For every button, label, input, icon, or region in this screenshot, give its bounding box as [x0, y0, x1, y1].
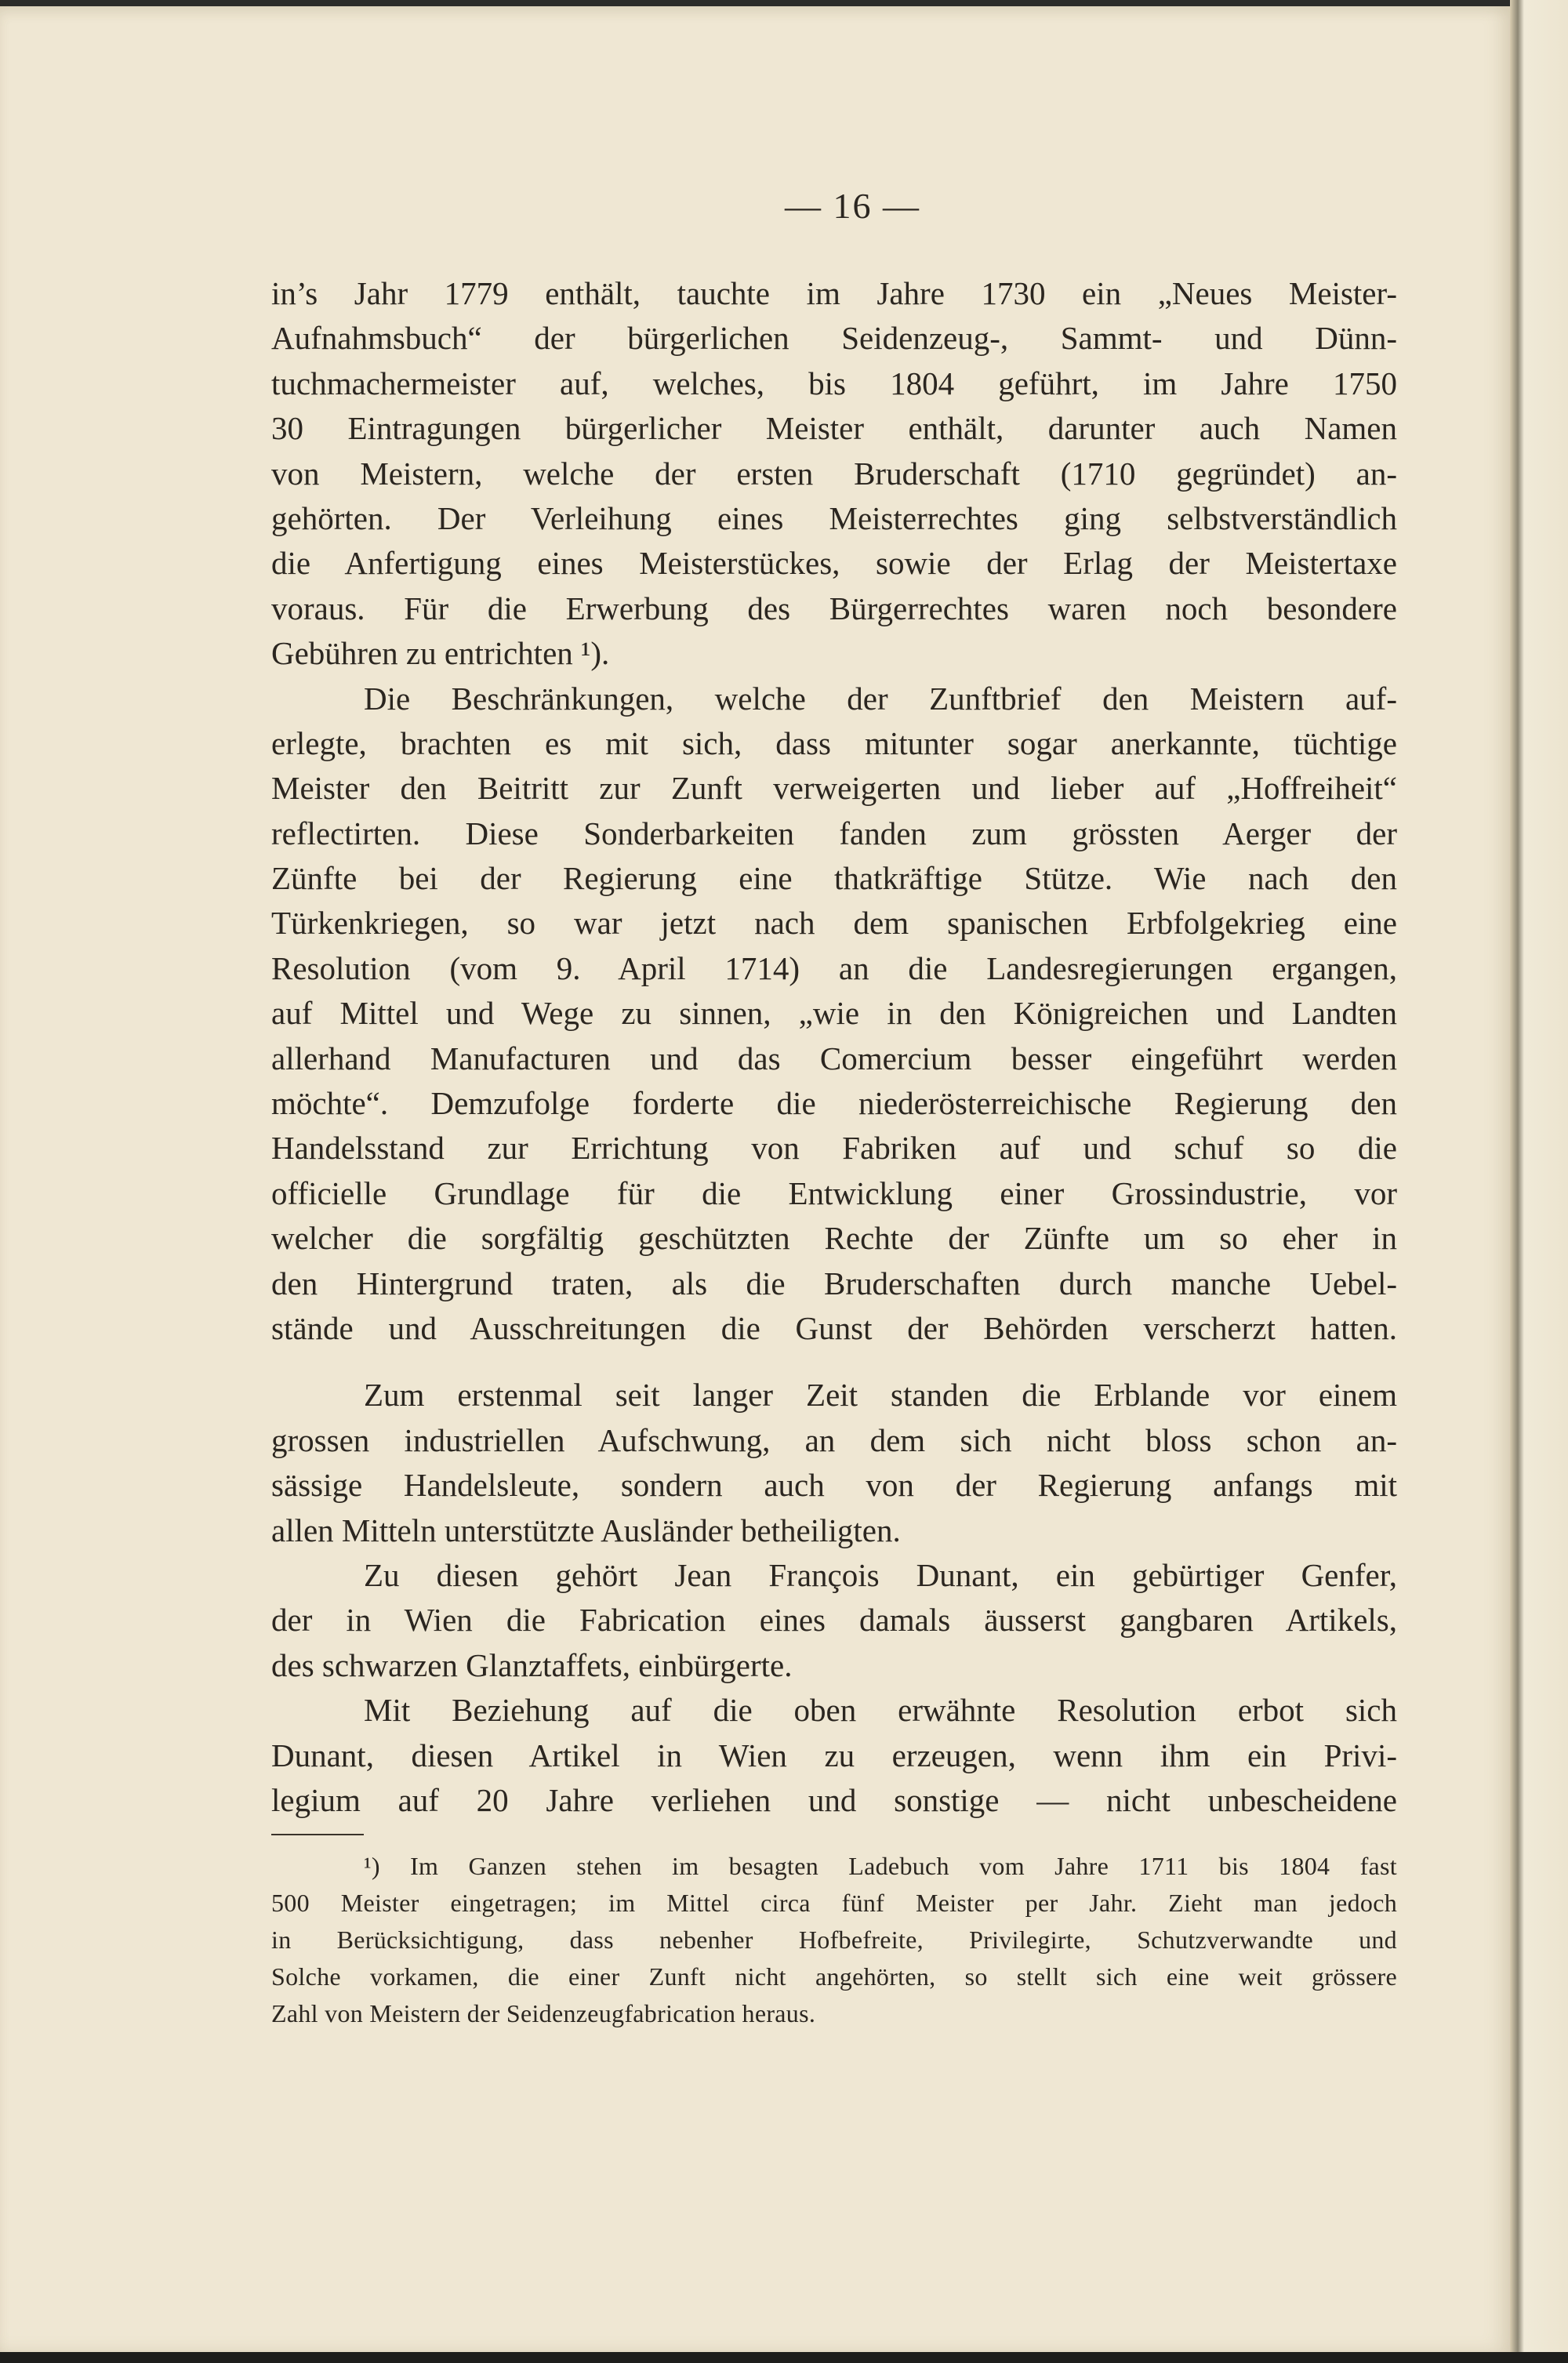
text-line: grossen industriellen Aufschwung, an dem sich nicht bloss schon an- [271, 1421, 1397, 1458]
text-line: Die Beschränkungen, welche der Zunftbrief den Meistern auf- [364, 680, 1397, 717]
paragraph-4 [271, 1553, 1397, 1688]
text-line: erlegte, brachten es mit sich, dass mitunter sogar anerkannte, tüchtige [271, 724, 1397, 761]
scan-bottom-border [0, 2352, 1568, 2363]
text-line: Aufnahmsbuch“ der bürgerlichen Seidenzeug-, Sammt- und Dünn- [271, 320, 1397, 357]
text-line: Zum erstenmal seit langer Zeit standen die Erblande vor einem [364, 1377, 1397, 1414]
footnote-divider [271, 1834, 364, 1835]
footnote-line: in Berücksichtigung, dass nebenher Hofbefreite, Privilegirte, Schutzverwandte und [271, 1926, 1397, 1955]
text-line: die Anfertigung eines Meisterstückes, sowie der Erlag der Meistertaxe [271, 545, 1397, 582]
text-line: in’s Jahr 1779 enthält, tauchte im Jahre 1730 ein „Neues Meister- [271, 275, 1397, 311]
main-text [271, 271, 1397, 2032]
text-line: allerhand Manufacturen und das Comercium besser eingeführt werden [271, 1040, 1397, 1076]
text-line: sässige Handelsleute, sondern auch von der Regierung anfangs mit [271, 1467, 1397, 1504]
text-line: auf Mittel und Wege zu sinnen, „wie in den Königreichen und Landten [271, 995, 1397, 1032]
paragraph-gap [271, 1351, 1397, 1373]
footnote-line: 500 Meister eingetragen; im Mittel circa fünf Meister per Jahr. Zieht man jedoch [271, 1889, 1397, 1918]
text-line: des schwarzen Glanztaffets, einbürgerte. [271, 1646, 793, 1683]
paragraph-3 [271, 1373, 1397, 1553]
text-line: stände und Ausschreitungen die Gunst der Behörden verscherzt hatten. [271, 1309, 1397, 1346]
text-line: Türkenkriegen, so war jetzt nach dem spanischen Erbfolgekrieg eine [271, 905, 1397, 942]
footnote-line: ¹) Im Ganzen stehen im besagten Ladebuch vom Jahre 1711 bis 1804 fast [364, 1852, 1397, 1881]
text-line: möchte“. Demzufolge forderte die niederösterreichische Regierung den [271, 1085, 1397, 1122]
text-line: den Hintergrund traten, als die Bruderschaften durch manche Uebel- [271, 1265, 1397, 1301]
text-line: tuchmachermeister auf, welches, bis 1804 geführt, im Jahre 1750 [271, 365, 1397, 401]
text-line: Mit Beziehung auf die oben erwähnte Resolution erbot sich [364, 1692, 1397, 1729]
text-line: Zu diesen gehört Jean François Dunant, ein gebürtiger Genfer, [364, 1556, 1397, 1593]
text-line: legium auf 20 Jahre verliehen und sonstige — nicht unbescheidene [271, 1781, 1397, 1818]
text-line: von Meistern, welche der ersten Bruderschaft (1710 gegründet) an- [271, 455, 1397, 492]
footnote [271, 1848, 1397, 2032]
text-line: reflectirten. Diese Sonderbarkeiten fanden zum grössten Aerger der [271, 815, 1397, 851]
page-number: — 16 — [785, 186, 920, 226]
scan-top-border [0, 0, 1568, 6]
text-line: allen Mitteln unterstützte Ausländer betheiligten. [271, 1512, 901, 1548]
footnote-line: Zahl von Meistern der Seidenzeugfabrication heraus. [271, 1999, 816, 2028]
text-line: Dunant, diesen Artikel in Wien zu erzeugen, wenn ihm ein Privi- [271, 1737, 1397, 1773]
text-line: gehörten. Der Verleihung eines Meisterrechtes ging selbstverständlich [271, 499, 1397, 536]
book-page [0, 6, 1510, 2352]
text-line: der in Wien die Fabrication eines damals äusserst gangbaren Artikels, [271, 1602, 1397, 1639]
paragraph-5 [271, 1688, 1397, 1823]
text-line: Resolution (vom 9. April 1714) an die Landesregierungen ergangen, [271, 949, 1397, 986]
text-line: welcher die sorgfältig geschützten Rechte der Zünfte um so eher in [271, 1220, 1397, 1257]
page-right-edge [1510, 0, 1568, 2363]
text-line: Zünfte bei der Regierung eine thatkräftige Stütze. Wie nach den [271, 860, 1397, 897]
text-line: Gebühren zu entrichten ¹). [271, 635, 610, 672]
paragraph-2 [271, 677, 1397, 1352]
text-line: Meister den Beitritt zur Zunft verweigerten und lieber auf „Hoffreiheit“ [271, 770, 1397, 807]
footnote-line: Solche vorkamen, die einer Zunft nicht angehörten, so stellt sich eine weit grössere [271, 1962, 1397, 1991]
paragraph-1 [271, 271, 1397, 677]
text-line: Handelsstand zur Errichtung von Fabriken auf und schuf so die [271, 1130, 1397, 1167]
text-line: officielle Grundlage für die Entwicklung einer Grossindustrie, vor [271, 1174, 1397, 1211]
text-line: voraus. Für die Erwerbung des Bürgerrechtes waren noch besondere [271, 590, 1397, 626]
text-line: 30 Eintragungen bürgerlicher Meister enthält, darunter auch Namen [271, 410, 1397, 447]
